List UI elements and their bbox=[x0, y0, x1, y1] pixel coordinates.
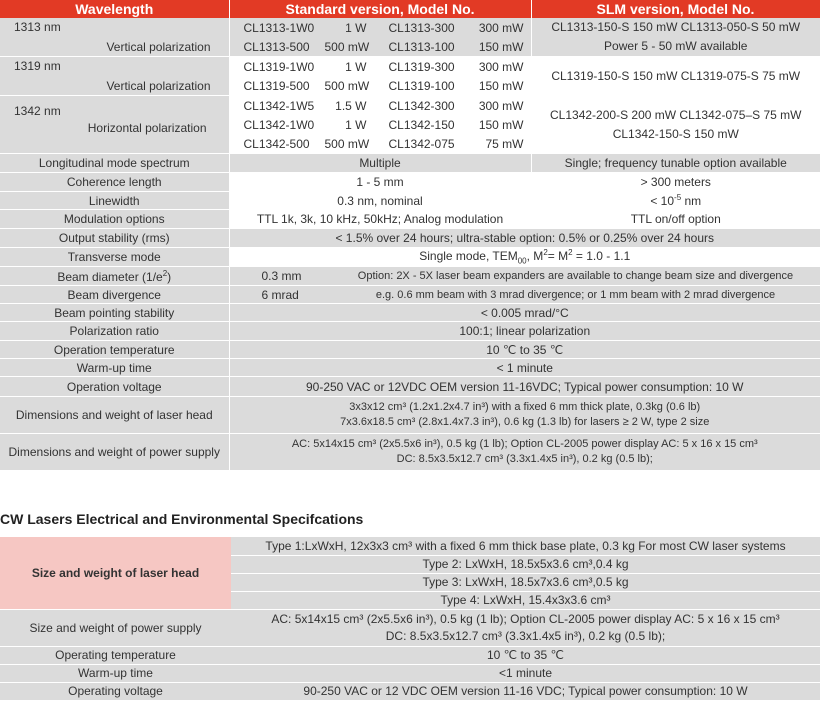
power: 1 W bbox=[345, 117, 367, 132]
std-1342 bbox=[229, 96, 531, 154]
pol-1319: Vertical polarization bbox=[106, 79, 211, 93]
note: Option: 2X - 5X laser beam expanders are available to change beam size and divergence bbox=[331, 267, 820, 286]
label: Transverse mode bbox=[0, 248, 229, 267]
pol-1342: Horizontal polarization bbox=[87, 121, 207, 135]
label: Warm-up time bbox=[0, 359, 229, 377]
std-1342-r1 bbox=[230, 96, 532, 115]
row-beam-diameter bbox=[0, 267, 820, 286]
label: Operating temperature bbox=[0, 646, 231, 664]
slm-1342-line1: CL1342-200-S 200 mW CL1342-075–S 75 mW bbox=[550, 107, 802, 122]
label: Operating voltage bbox=[0, 682, 231, 700]
line2: DC: 8.5x3.5x12.7 cm³ (3.3x1.4x5 in³), 0.2 kg (0.5 lb); bbox=[396, 453, 653, 465]
model: CL1342-1W5 bbox=[243, 98, 315, 113]
std-1319-r1 bbox=[230, 57, 532, 76]
env-ps-label: Size and weight of power supply bbox=[0, 609, 231, 646]
env-warm bbox=[0, 664, 820, 682]
wavelength-1319 bbox=[0, 57, 229, 96]
value: < 0.005 mrad/°C bbox=[229, 304, 820, 322]
label: Coherence length bbox=[0, 173, 229, 192]
value-slm bbox=[531, 192, 820, 210]
label: Beam divergence bbox=[0, 286, 229, 304]
std-1313-grid bbox=[230, 18, 532, 56]
wl-1319: 1319 nm bbox=[14, 59, 61, 73]
row-1313 bbox=[0, 18, 820, 57]
sup: 2 bbox=[568, 248, 573, 258]
wavelength-1342 bbox=[0, 96, 229, 154]
value bbox=[229, 397, 820, 434]
model: CL1313-500 bbox=[243, 39, 310, 54]
row-optemp bbox=[0, 341, 820, 359]
text: Beam diameter (1/e bbox=[57, 269, 163, 284]
pol-1313: Vertical polarization bbox=[106, 40, 211, 54]
line2: 7x3.6x18.5 cm³ (2.8x1.4x7.3 in³), 0.6 kg (1.3 lb) for lasers ≥ 2 W, type 2 size bbox=[340, 416, 710, 428]
env-ps bbox=[0, 609, 820, 646]
label: Operation voltage bbox=[0, 377, 229, 397]
value: < 1.5% over 24 hours; ultra-stable option: 0.5% or 0.25% over 24 hours bbox=[229, 229, 820, 248]
power: 75 mW bbox=[485, 136, 524, 151]
label: Linewidth bbox=[0, 192, 229, 210]
model: CL1342-075 bbox=[388, 136, 455, 151]
text: < 10 bbox=[650, 194, 675, 208]
label: Dimensions and weight of power supply bbox=[0, 434, 229, 471]
head-type-2: Type 2: LxWxH, 18.5x5x3.6 cm³,0.4 kg bbox=[231, 555, 820, 573]
label bbox=[0, 267, 229, 286]
sup: 2 bbox=[162, 268, 168, 278]
power: 150 mW bbox=[478, 39, 524, 54]
std-1313-r2 bbox=[230, 37, 532, 56]
row-pointing bbox=[0, 304, 820, 322]
line1: AC: 5x14x15 cm³ (2x5.5x6 in³), 0.5 kg (1 lb); Option CL-2005 power display AC: 5 x 16 x 15 cm³ bbox=[291, 438, 758, 450]
label: Polarization ratio bbox=[0, 322, 229, 341]
value: 6 mrad bbox=[229, 286, 331, 304]
row-modulation bbox=[0, 210, 820, 229]
label: Output stability (rms) bbox=[0, 229, 229, 248]
row-coherence bbox=[0, 173, 820, 192]
text: = 1.0 - 1.1 bbox=[572, 249, 631, 264]
std-1342-r2 bbox=[230, 115, 532, 134]
row-linewidth bbox=[0, 192, 820, 210]
section-title: CW Lasers Electrical and Environmental Specifcations bbox=[0, 511, 364, 527]
row-opvolt bbox=[0, 377, 820, 397]
row-beam-divergence bbox=[0, 286, 820, 304]
power: 1.5 W bbox=[335, 98, 367, 113]
text: = M bbox=[547, 249, 569, 264]
text: Single mode, TEM bbox=[419, 249, 518, 264]
value bbox=[229, 434, 820, 471]
value-slm: TTL on/off option bbox=[531, 210, 820, 229]
value-std: Multiple bbox=[229, 154, 531, 173]
value: 10 ℃ to 35 ℃ bbox=[229, 341, 820, 359]
row-1319 bbox=[0, 57, 820, 96]
head-type-1: Type 1:LxWxH, 12x3x3 cm³ with a fixed 6 mm thick base plate, 0.3 kg For most CW laser systems bbox=[231, 537, 820, 555]
std-1313 bbox=[229, 18, 531, 57]
power: 500 mW bbox=[324, 136, 370, 151]
power: 300 mW bbox=[478, 20, 524, 35]
value-std: TTL 1k, 3k, 10 kHz, 50kHz; Analog modulation bbox=[229, 210, 531, 229]
model: CL1342-1W0 bbox=[243, 117, 315, 132]
value: 0.3 mm bbox=[229, 267, 331, 286]
wl-1313: 1313 nm bbox=[14, 20, 61, 34]
label: Dimensions and weight of laser head bbox=[0, 397, 229, 434]
env-head-r1 bbox=[0, 537, 820, 555]
env-temp bbox=[0, 646, 820, 664]
value-std: 1 - 5 mm bbox=[229, 173, 531, 192]
row-transverse bbox=[0, 248, 820, 267]
model: CL1342-500 bbox=[243, 136, 310, 151]
head-type-4: Type 4: LxWxH, 15.4x3x3.6 cm³ bbox=[231, 591, 820, 609]
power: 300 mW bbox=[478, 59, 524, 74]
power: 500 mW bbox=[324, 39, 370, 54]
power: 150 mW bbox=[478, 78, 524, 93]
value: < 1 minute bbox=[229, 359, 820, 377]
model: CL1319-500 bbox=[243, 78, 310, 93]
slm-1313 bbox=[531, 18, 820, 57]
slm-1319: CL1319-150-S 150 mW CL1319-075-S 75 mW bbox=[531, 57, 820, 96]
model: CL1319-100 bbox=[388, 78, 455, 93]
model: CL1313-100 bbox=[388, 39, 455, 54]
power: 300 mW bbox=[478, 98, 524, 113]
value: 90-250 VAC or 12VDC OEM version 11-16VDC; Typical power consumption: 10 W bbox=[229, 377, 820, 397]
label: Operation temperature bbox=[0, 341, 229, 359]
head-type-3: Type 3: LxWxH, 18.5x7x3.6 cm³,0.5 kg bbox=[231, 573, 820, 591]
sub: 00 bbox=[517, 256, 527, 266]
value-std: 0.3 nm, nominal bbox=[229, 192, 531, 210]
std-1319-grid bbox=[230, 57, 532, 95]
power: 150 mW bbox=[478, 117, 524, 132]
row-1342 bbox=[0, 96, 820, 154]
model: CL1342-150 bbox=[388, 117, 455, 132]
header-slm: SLM version, Model No. bbox=[531, 0, 820, 18]
row-polratio bbox=[0, 322, 820, 341]
line2: DC: 8.5x3.5x12.7 cm³ (3.3x1.4x5 in³), 0.2 kg (0.5 lb); bbox=[385, 628, 666, 643]
std-1313-r1 bbox=[230, 18, 532, 37]
model: CL1319-300 bbox=[388, 59, 455, 74]
header-wavelength: Wavelength bbox=[0, 0, 229, 18]
line1: AC: 5x14x15 cm³ (2x5.5x6 in³), 0.5 kg (1 lb); Option CL-2005 power display AC: 5 x 16 x 15 cm³ bbox=[271, 611, 780, 626]
value-slm: Single; frequency tunable option available bbox=[531, 154, 820, 173]
label: Beam pointing stability bbox=[0, 304, 229, 322]
header-row bbox=[0, 0, 820, 18]
text: ) bbox=[167, 269, 172, 284]
std-1342-r3 bbox=[230, 134, 532, 153]
power: 1 W bbox=[345, 20, 367, 35]
env-ps-value bbox=[231, 609, 820, 646]
text: nm bbox=[681, 194, 702, 208]
model: CL1313-300 bbox=[388, 20, 455, 35]
std-1319 bbox=[229, 57, 531, 96]
label: Warm-up time bbox=[0, 664, 231, 682]
text: , M bbox=[526, 249, 544, 264]
sup: -5 bbox=[674, 193, 682, 202]
row-stability bbox=[0, 229, 820, 248]
value-slm: > 300 meters bbox=[531, 173, 820, 192]
power: 500 mW bbox=[324, 78, 370, 93]
line1: 3x3x12 cm³ (1.2x1.2x4.7 in³) with a fixed 6 mm thick plate, 0.3kg (0.6 lb) bbox=[349, 401, 701, 413]
value: 90-250 VAC or 12 VDC OEM version 11-16 VDC; Typical power consumption: 10 W bbox=[231, 682, 820, 700]
label: Longitudinal mode spectrum bbox=[0, 154, 229, 173]
value: <1 minute bbox=[231, 664, 820, 682]
note: e.g. 0.6 mm beam with 3 mrad divergence; or 1 mm beam with 2 mrad divergence bbox=[331, 286, 820, 304]
slm-1342 bbox=[531, 96, 820, 154]
slm-1313-line2: Power 5 - 50 mW available bbox=[604, 39, 748, 53]
slm-1342-line2: CL1342-150-S 150 mW bbox=[612, 126, 739, 141]
label: Modulation options bbox=[0, 210, 229, 229]
sup: 2 bbox=[543, 248, 548, 258]
wl-1342: 1342 nm bbox=[14, 104, 61, 118]
row-dims-ps bbox=[0, 434, 820, 471]
row-warmup bbox=[0, 359, 820, 377]
wavelength-1313 bbox=[0, 18, 229, 57]
std-1319-r2 bbox=[230, 76, 532, 95]
env-table bbox=[0, 537, 820, 701]
model: CL1313-1W0 bbox=[243, 20, 315, 35]
model: CL1319-1W0 bbox=[243, 59, 315, 74]
env-volt bbox=[0, 682, 820, 700]
slm-1313-line1: CL1313-150-S 150 mW CL1313-050-S 50 mW bbox=[551, 20, 801, 34]
env-head-label: Size and weight of laser head bbox=[0, 537, 231, 609]
std-1342-grid bbox=[230, 96, 532, 153]
power: 1 W bbox=[345, 59, 367, 74]
value: 10 ℃ to 35 ℃ bbox=[231, 646, 820, 664]
row-dims-head bbox=[0, 397, 820, 434]
row-long-mode bbox=[0, 154, 820, 173]
value bbox=[229, 248, 820, 267]
value: 100:1; linear polarization bbox=[229, 322, 820, 341]
header-standard: Standard version, Model No. bbox=[229, 0, 531, 18]
model: CL1342-300 bbox=[388, 98, 455, 113]
